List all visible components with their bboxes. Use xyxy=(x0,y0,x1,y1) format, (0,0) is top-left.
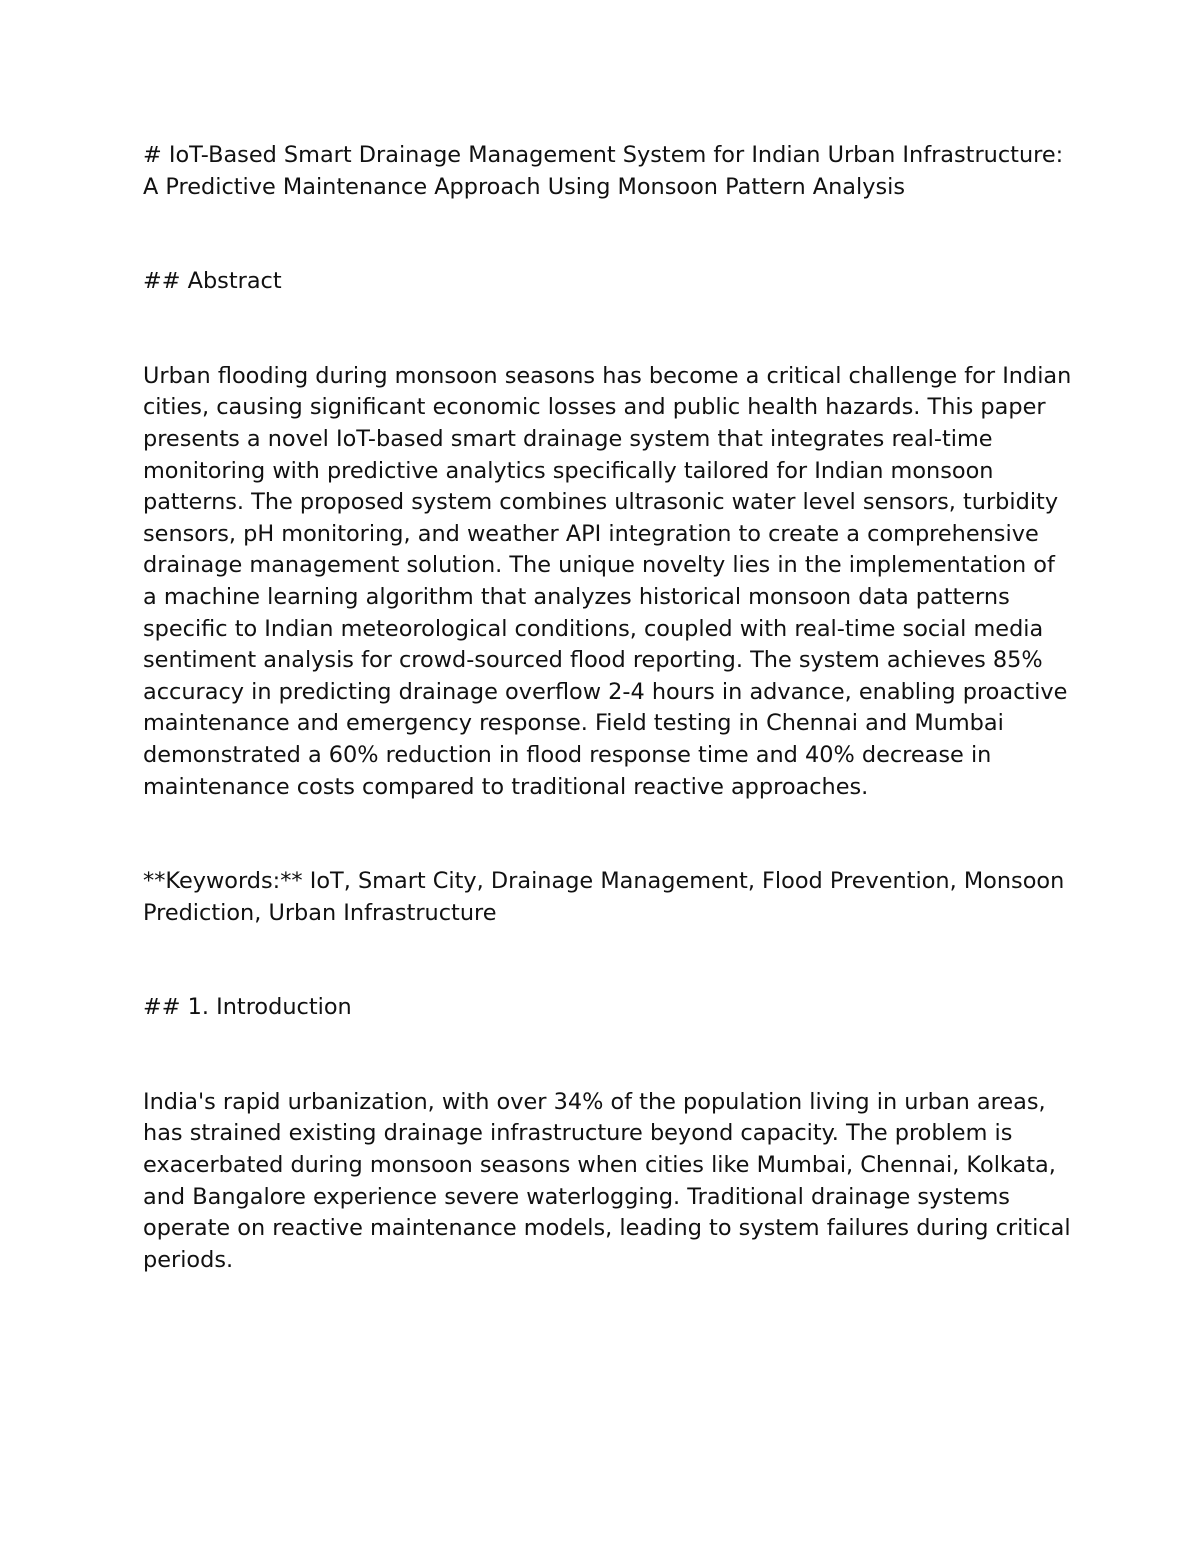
keywords-paragraph: **Keywords:** IoT, Smart City, Drainage Management, Flood Prevention, Monsoon Prediction, Urban Infrastructure xyxy=(143,868,1065,926)
document-body xyxy=(143,140,1073,1276)
introduction-paragraph: India's rapid urbanization, with over 34% of the population living in urban areas, has strained existing drainage infrastructure beyond capacity. The problem is exacerbated during monsoon seasons when cities like Mumbai, Chennai, Kolkata, and Bangalore experience severe waterlogging. Traditional drainage systems operate on reactive maintenance models, leading to system failures during critical periods. xyxy=(143,1088,1071,1273)
introduction-heading: ## 1. Introduction xyxy=(143,994,352,1021)
paragraph-gap xyxy=(143,203,1073,266)
abstract-heading: ## Abstract xyxy=(143,268,282,295)
abstract-paragraph: Urban flooding during monsoon seasons has become a critical challenge for Indian cities, causing significant economic losses and public health hazards. This paper presents a novel IoT-based smart drainage system that integrates real-time monitoring with predictive analytics specifically tailored for Indian monsoon patterns. The proposed system combines ultrasonic water level sensors, turbidity sensors, pH monitoring, and weather API integration to create a comprehensive drainage management solution. The unique novelty lies in the implementation of a machine learning algorithm that analyzes historical monsoon data patterns specific to Indian meteorological conditions, coupled with real-time social media sentiment analysis for crowd-sourced flood reporting. The system achieves 85% accuracy in predicting drainage overflow 2-4 hours in advance, enabling proactive maintenance and emergency response. Field testing in Chennai and Mumbai demonstrated a 60% reduction in flood response time and 40% decrease in maintenance costs compared to traditional reactive approaches. xyxy=(143,362,1072,800)
paragraph-gap xyxy=(143,929,1073,992)
paragraph-gap xyxy=(143,1024,1073,1087)
paragraph-gap xyxy=(143,803,1073,866)
paragraph-gap xyxy=(143,298,1073,361)
document-title: # IoT-Based Smart Drainage Management System for Indian Urban Infrastructure: A Predictive Maintenance Approach Using Monsoon Pattern Analysis xyxy=(143,142,1064,200)
